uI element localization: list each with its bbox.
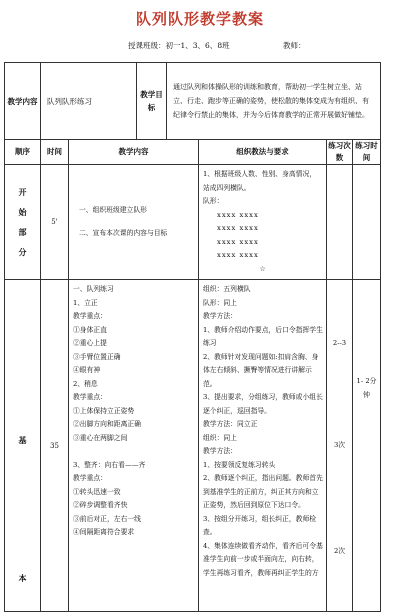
col-time: 时间	[41, 140, 69, 165]
col-count: 练习次数	[327, 140, 353, 165]
formation-row: xxxx xxxx	[217, 251, 259, 259]
content-line: 2、稍息	[73, 379, 98, 388]
col-content: 教学内容	[69, 140, 199, 165]
formation-row: xxxx xxxx	[217, 224, 259, 232]
page-title: 队列队形教学教案	[135, 10, 264, 28]
count-value: 3次	[333, 440, 346, 449]
teacher-position-mark: ☆	[259, 264, 266, 273]
info-table	[4, 62, 381, 140]
content-line: ①转头迅速一致	[73, 487, 121, 496]
content-line: ④间隔距离符合要求	[73, 528, 135, 536]
basic-time: 35	[41, 280, 69, 612]
method-line: 教学方法：	[203, 447, 237, 455]
content-line: 一、组织班级建立队形	[79, 206, 147, 214]
method-line: 3、按组分开练习，组长纠正，教师检查。	[203, 514, 317, 536]
content-line	[73, 445, 194, 459]
content-line: ③前后对正，左右一线	[73, 514, 141, 523]
method-line: 队形：	[203, 197, 224, 205]
method-line: 3、提出要求，分组练习，教师或小组长逐个纠正，巡回指导。	[203, 393, 323, 415]
content-line: ②重心上提	[73, 339, 107, 347]
content-line: ①身体正直	[73, 325, 107, 334]
method-line: 4、集体连续做看齐动作，看齐后可令基准学生向前一步或半面向左，向右转，学生再练习看齐，教师再纠正学生的方	[203, 541, 323, 577]
content-line: 1、立正	[73, 298, 98, 307]
start-count	[327, 165, 353, 280]
label-char: 基	[18, 435, 27, 445]
objective-value: 通过队列和体操队形的训练和教育，帮助初一学生树立坐、站立、行走、跑步等正确的姿势，使松散的集体变成为有组织、有纪律令行禁止的集体，并为今后体育教学的正常开展做好铺垫。	[167, 63, 381, 140]
formation-row: xxxx xxxx	[217, 210, 259, 219]
start-method	[199, 165, 327, 280]
content-line: 二、宣布本次课的内容与目标	[79, 228, 168, 237]
column-header-row	[5, 140, 381, 165]
method-line: 1、教师介绍动作要点，后口令指挥学生练习	[203, 325, 323, 347]
basic-counts	[327, 280, 353, 612]
count-value: 2次	[333, 547, 346, 555]
method-line: 2、教师针对发现问题如:扣肩含胸、身体左右倾斜、撅臀等情况进行讲解示范。	[203, 352, 319, 388]
label-char: 部	[18, 227, 27, 237]
content-line: ①上体保持立正姿势	[73, 406, 135, 415]
method-line: 1、按要领反复练习转头	[203, 460, 276, 469]
objective-label: 教学目标	[137, 63, 167, 140]
method-line: 组织：同上	[203, 433, 237, 442]
content-line: ④眼有神	[73, 366, 101, 374]
method-line: 组织：五列横队	[203, 285, 251, 293]
basic-section-row	[5, 280, 381, 612]
basic-content	[69, 280, 199, 612]
content-line: ③重心在两脚之间	[73, 433, 128, 442]
basic-section-label	[5, 280, 41, 612]
label-char: 始	[18, 207, 27, 217]
teacher-label: 教师：	[283, 41, 306, 50]
method-line: 1、根据班级人数、性别、身高情况，站成四列横队。	[203, 170, 317, 192]
formation-row: xxxx xxxx	[217, 237, 259, 246]
lesson-table	[4, 139, 381, 612]
content-line: 教学重点：	[73, 312, 107, 320]
label-char: 开	[18, 187, 27, 197]
content-line: ③手臂位置正确	[73, 352, 121, 361]
basic-duration	[353, 280, 381, 612]
method-line: 2、教师逐个纠正，指出问题。教师首先到基准学生的正前方，纠正其方向和立正姿势，然后回到原位下达口令。	[203, 474, 323, 509]
start-section-label	[5, 165, 41, 280]
content-line: ②碎步调整看齐快	[73, 501, 128, 509]
method-line: 教学方法：同立正	[203, 420, 258, 428]
content-line: 教学重点：	[73, 474, 107, 482]
start-content	[69, 165, 199, 280]
start-duration	[353, 165, 381, 280]
method-line: 教学方法：	[203, 312, 237, 320]
duration-value: 1- 2分钟	[356, 377, 377, 399]
label-char: 本	[18, 573, 27, 583]
basic-method	[199, 280, 327, 612]
content-label: 教学内容	[5, 63, 41, 140]
count-value: 2--3	[332, 339, 347, 347]
content-line: 教学重点：	[73, 393, 107, 401]
content-value: 队列队形练习	[41, 63, 137, 140]
class-label: 授课班级：初一1、3、6、8班	[128, 41, 230, 50]
content-line: ②出脚方向和距离正确	[73, 420, 141, 428]
label-char: 分	[18, 247, 27, 257]
method-line: 队形：同上	[203, 298, 237, 307]
content-line: 3、整齐：向右看——齐	[73, 460, 146, 469]
content-line: 一、队列练习	[73, 285, 114, 293]
col-order: 顺序	[5, 140, 41, 165]
start-time: 5'	[41, 165, 69, 280]
col-method: 组织教法与要求	[199, 140, 327, 165]
start-section-row	[5, 165, 381, 280]
col-duration: 练习时间	[353, 140, 381, 165]
